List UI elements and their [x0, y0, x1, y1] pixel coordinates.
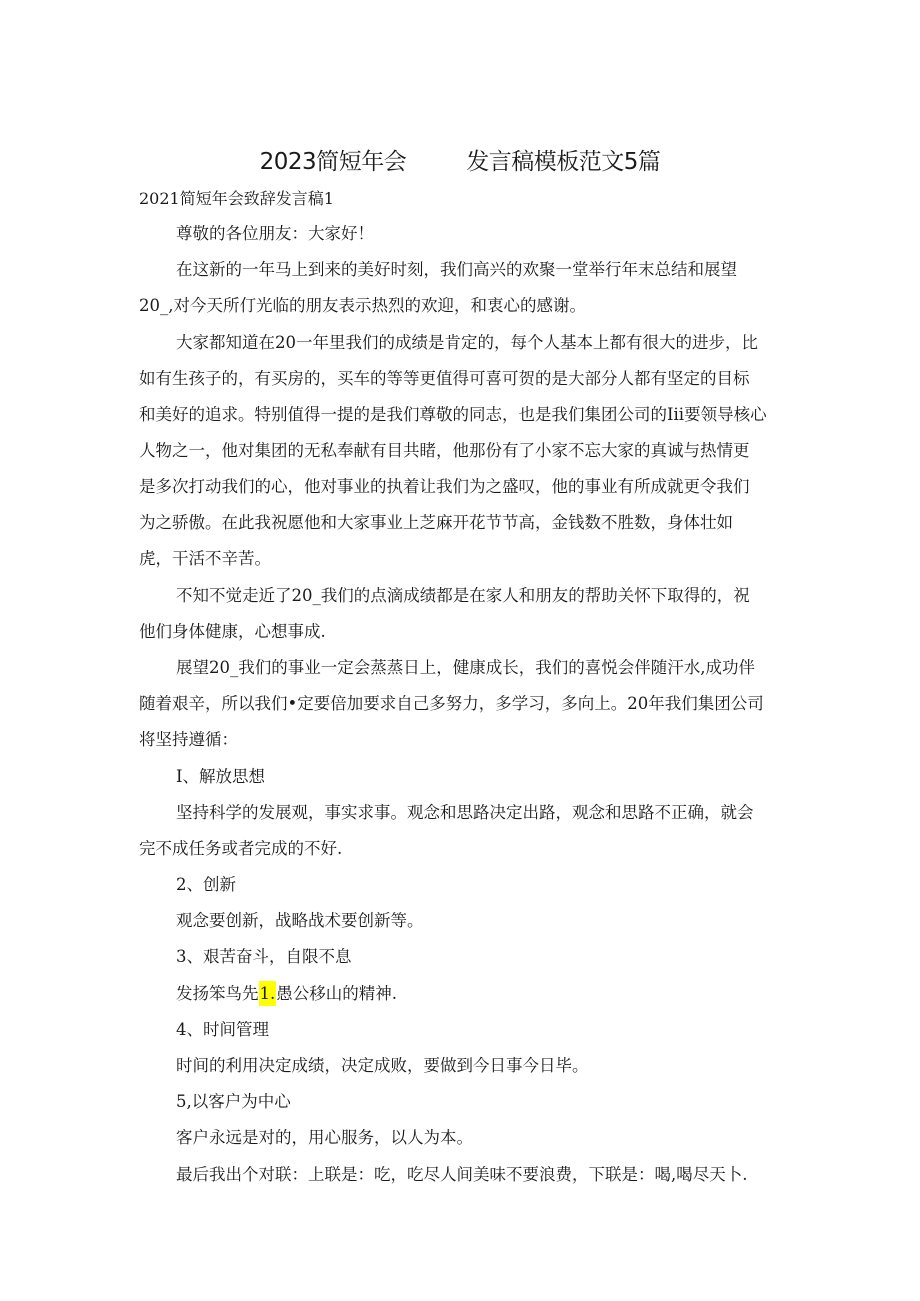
paragraph-line: 尊敬的各位朋友：大家好！: [176, 224, 374, 243]
list-heading: I、解放思想: [176, 767, 266, 786]
paragraph-line: 为之骄傲。在此我祝愿他和大家事业上芝麻开花节节高，金钱数不胜数，身体壮如: [139, 513, 733, 532]
page-title: [0, 143, 920, 176]
paragraph-line: 坚持科学的发展观，事实求事。观念和思路决定出路，观念和思路不正确，就会: [176, 803, 754, 822]
paragraph-line: 大家都知道在20一年里我们的成绩是肯定的，每个人基本上都有很大的进步，比: [176, 333, 758, 352]
paragraph-line: 如有生孩子的，有买房的，买车的等等更值得可喜可贺的是大部分人都有坚定的目标: [139, 369, 750, 388]
paragraph-line: 在这新的一年马上到来的美好时刻，我们高兴的欢聚一堂举行年末总结和展望: [176, 260, 737, 279]
paragraph-line: 随着艰辛，所以我们•定要倍加要求自己多努力，多学习，多向上。20年我们集团公司: [139, 694, 764, 713]
title-part-1: 2023简短年会: [259, 149, 407, 175]
paragraph-line: 20_,对今天所仃光临的朋友表示热烈的欢迎，和衷心的感谢。: [139, 296, 586, 315]
highlighted-paragraph-line: [176, 982, 397, 1006]
section-heading: 2021简短年会致辞发言稿1: [139, 189, 334, 208]
list-heading: 5,以客户为中心: [176, 1092, 291, 1111]
list-heading: 3、艰苦奋斗，自限不息: [176, 947, 352, 966]
title-part-2: 发言稿模板范文5篇: [466, 149, 661, 175]
paragraph-line: 人物之一，他对集团的无私奉献有目共睹，他那份有了小家不忘大家的真诚与热情更: [139, 441, 750, 460]
list-heading: 2、创新: [176, 875, 236, 894]
text-after-highlight: 愚公移山的精神.: [276, 984, 397, 1003]
paragraph-line: 时间的利用决定成绩，决定成败，要做到今日事今日毕。: [176, 1056, 589, 1075]
paragraph-line: 展望20_我们的事业一定会蒸蒸日上，健康成长，我们的喜悦会伴随汗水,成功伴: [176, 658, 755, 677]
paragraph-line: 不知不觉走近了20_我们的点滴成绩都是在家人和朋友的帮助关怀下取得的，祝: [176, 586, 750, 605]
paragraph-line: 和美好的追求。特别值得一提的是我们尊敬的同志，也是我们集团公司的Iii要领导核心: [139, 405, 767, 424]
paragraph-line: 是多次打动我们的心，他对事业的执着让我们为之盛叹，他的事业有所成就更令我们: [139, 477, 750, 496]
paragraph-line: 完不成任务或者完成的不好.: [139, 839, 343, 858]
paragraph-line: 将坚持遵循：: [139, 730, 238, 749]
paragraph-line: 他们身体健康，心想事成.: [139, 622, 326, 641]
list-heading: 4、时间管理: [176, 1020, 269, 1039]
paragraph-line: 观念要创新，战略战术要创新等。: [176, 911, 424, 930]
text-before-highlight: 发扬笨鸟先: [176, 984, 259, 1003]
highlighted-text: 1.: [259, 981, 277, 1006]
paragraph-line: 客户永远是对的，用心服务，以人为本。: [176, 1128, 473, 1147]
paragraph-line: 最后我出个对联：上联是：吃，吃尽人间美味不要浪费，下联是：喝,喝尽天卜.: [176, 1165, 748, 1184]
paragraph-line: 虎，干活不辛苦。: [139, 549, 271, 568]
